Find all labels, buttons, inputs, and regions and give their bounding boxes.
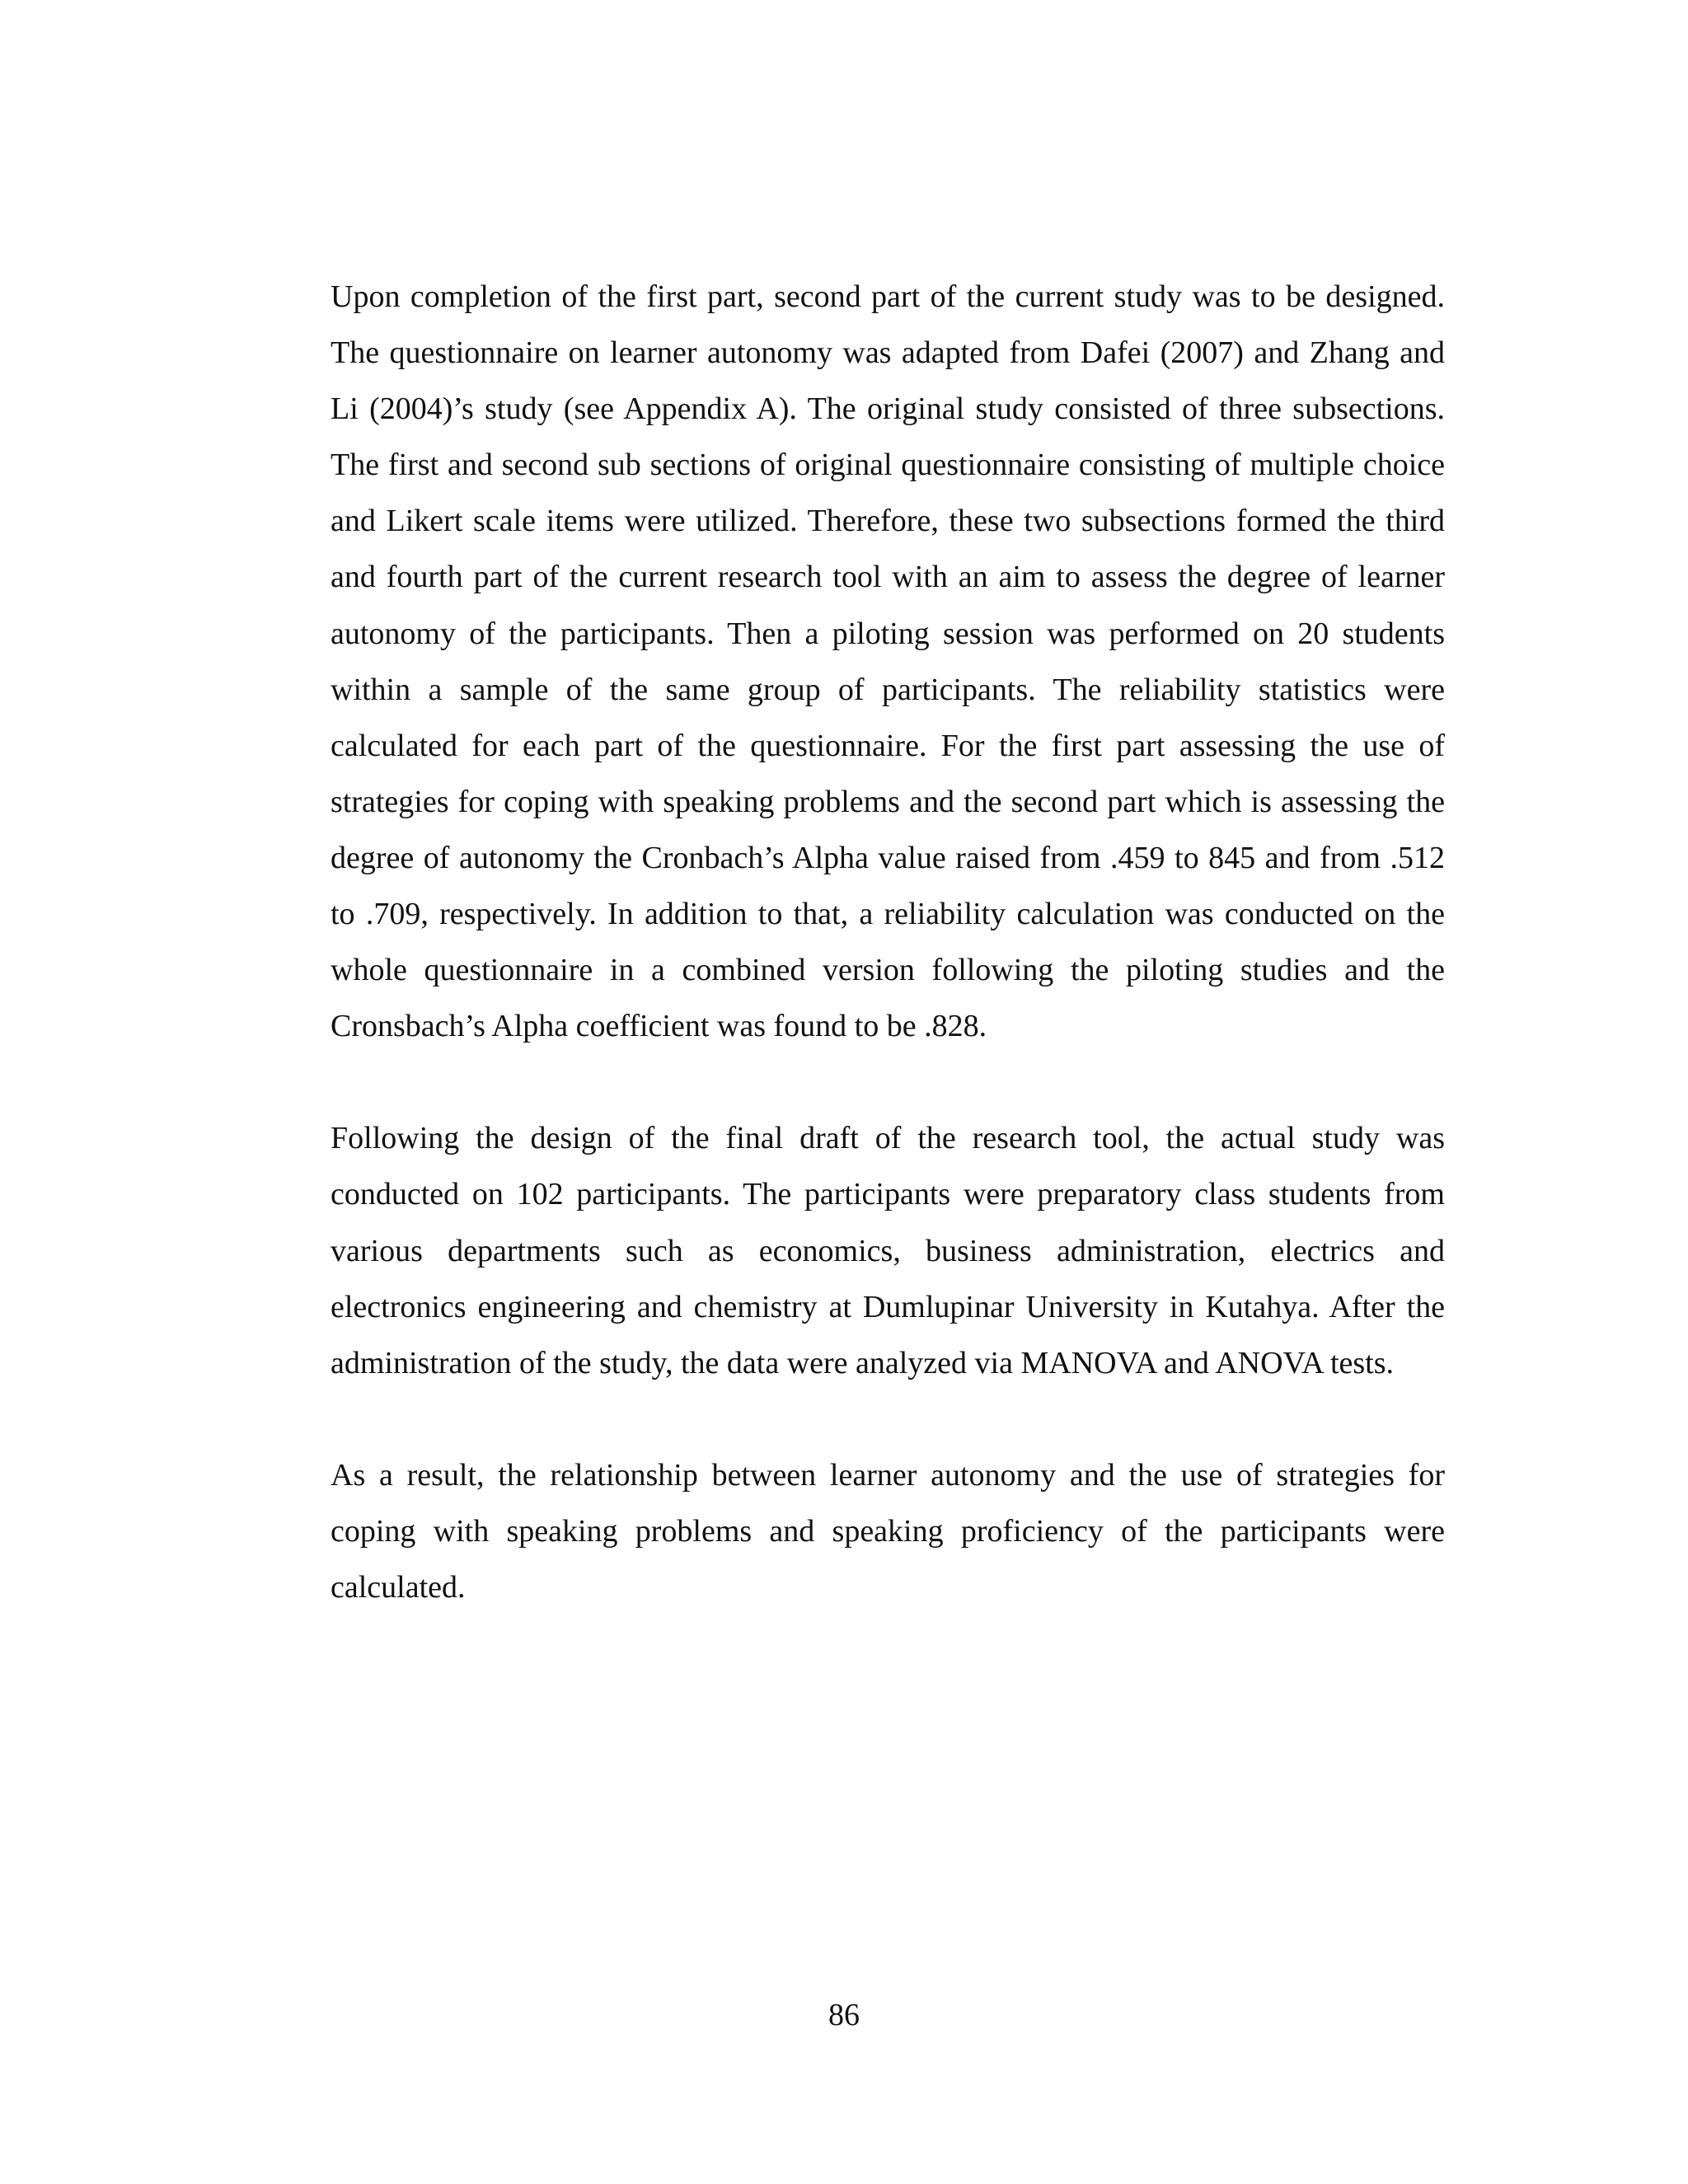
paragraph-result: As a result, the relationship between learner autonomy and the use of strategies for coping with speaking problems and speaking proficiency of the participants were calculated. xyxy=(331,1457,1445,1605)
paragraph-questionnaire-design: Upon completion of the first part, second part of the current study was to be designed. The questionnaire on learner autonomy was adapted from Dafei (2007) and Zhang and Li (2004)’s study (see Appendix A). The original study consisted of three subsections. The first and second sub sections of original questionnaire consisting of multiple choice and Likert scale items were utilized. Therefore, these two subsections formed the third and fourth part of the current research tool with an aim to assess the degree of learner autonomy of the participants. Then a piloting session was performed on 20 students within a sample of the same group of participants. The reliability statistics were calculated for each part of the questionnaire. For the first part assessing the use of strategies for coping with speaking problems and the second part which is assessing the degree of autonomy the Cronbach’s Alpha value raised from .459 to 845 and from .512 to .709, respectively. In addition to that, a reliability calculation was conducted on the whole questionnaire in a combined version following the piloting studies and the Cronsbach’s Alpha coefficient was found to be .828. xyxy=(331,279,1445,1044)
body-text xyxy=(331,269,1445,1615)
paragraph-actual-study: Following the design of the final draft of the research tool, the actual study was conducted on 102 participants. The participants were preparatory class students from various departments such as economics, business administration, electrics and electronics engineering and chemistry at Dumlupinar University in Kutahya. After the administration of the study, the data were analyzed via MANOVA and ANOVA tests. xyxy=(331,1121,1445,1380)
page-number: 86 xyxy=(828,1998,860,2032)
